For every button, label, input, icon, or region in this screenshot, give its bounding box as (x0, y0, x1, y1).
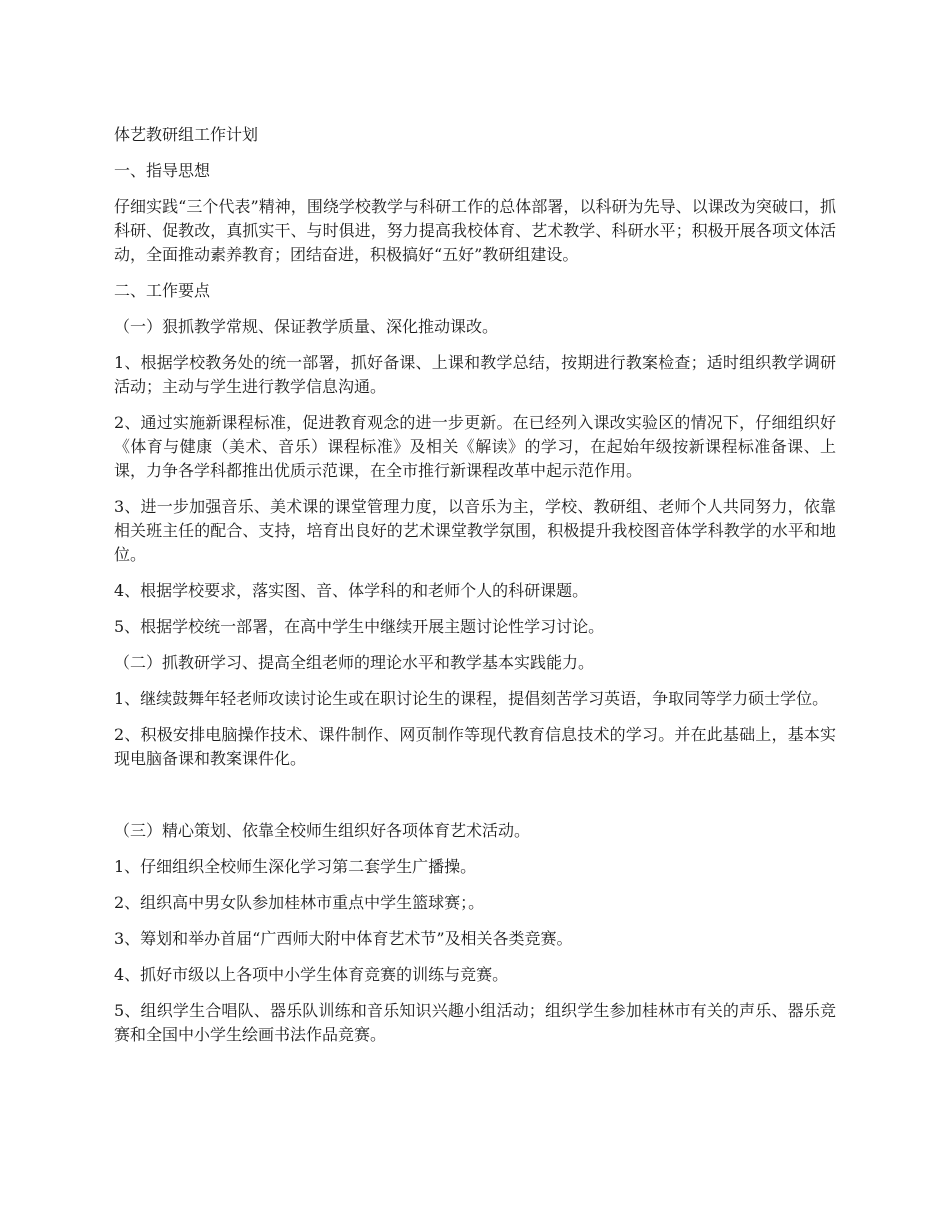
list-item: 5、组织学生合唱队、器乐队训练和音乐知识兴趣小组活动；组织学生参加桂林市有关的声乐、器乐竞赛和全国中小学生绘画书法作品竞赛。 (114, 1001, 836, 1044)
list-item: 2、通过实施新课程标准，促进教育观念的进一步更新。在已经列入课改实验区的情况下，仔细组织好《体育与健康（美术、音乐）课程标准》及相关《解读》的学习，在起始年级按新课程标准备课、上课，力争各学科都推出优质示范课，在全市推行新课程改革中起示范作用。 (114, 413, 836, 480)
list-item: 5、根据学校统一部署，在高中学生中继续开展主题讨论性学习讨论。 (114, 617, 605, 636)
subsection-heading-3: （三）精心策划、依靠全校师生组织好各项体育艺术活动。 (114, 821, 531, 840)
list-item: 3、筹划和举办首届“广西师大附中体育艺术节”及相关各类竞赛。 (114, 929, 573, 948)
list-item: 2、积极安排电脑操作技术、课件制作、网页制作等现代教育信息技术的学习。并在此基础上，基本实现电脑备课和教案课件化。 (114, 725, 836, 768)
list-item: 1、仔细组织全校师生深化学习第二套学生广播操。 (114, 857, 477, 876)
blank-spacer (114, 783, 836, 819)
subsection-heading-2: （二）抓教研学习、提高全组老师的理论水平和教学基本实践能力。 (114, 653, 595, 672)
subsection-heading-1: （一）狠抓教学常规、保证教学质量、深化推动课改。 (114, 317, 499, 336)
list-item: 4、抓好市级以上各项中小学生体育竞赛的训练与竞赛。 (114, 965, 509, 984)
list-item: 1、继续鼓舞年轻老师攻读讨论生或在职讨论生的课程，提倡刻苦学习英语，争取同等学力硕士学位。 (114, 689, 829, 708)
guiding-ideology-paragraph: 仔细实践“三个代表”精神，围绕学校教学与科研工作的总体部署，以科研为先导、以课改为突破口，抓科研、促教改，真抓实干、与时俱进，努力提高我校体育、艺术教学、科研水平；积极开展各项文体活动，全面推动素养教育；团结奋进，积极搞好“五好”教研组建设。 (114, 197, 836, 264)
section-heading-guiding-ideology: 一、指导思想 (114, 161, 211, 180)
list-item: 1、根据学校教务处的统一部署，抓好备课、上课和教学总结，按期进行教案检查；适时组织教学调研活动；主动与学生进行教学信息沟通。 (114, 353, 836, 396)
section-heading-work-points: 二、工作要点 (114, 281, 211, 300)
list-item: 2、组织高中男女队参加桂林市重点中学生篮球赛；。 (114, 893, 485, 912)
list-item: 4、根据学校要求，落实图、音、体学科的和老师个人的科研课题。 (114, 581, 589, 600)
list-item: 3、进一步加强音乐、美术课的课堂管理力度，以音乐为主，学校、教研组、老师个人共同努力，依靠相关班主任的配合、支持，培育出良好的艺术课堂教学氛围，积极提升我校图音体学科教学的水平和地位。 (114, 497, 836, 564)
document-title: 体艺教研组工作计划 (114, 125, 259, 144)
